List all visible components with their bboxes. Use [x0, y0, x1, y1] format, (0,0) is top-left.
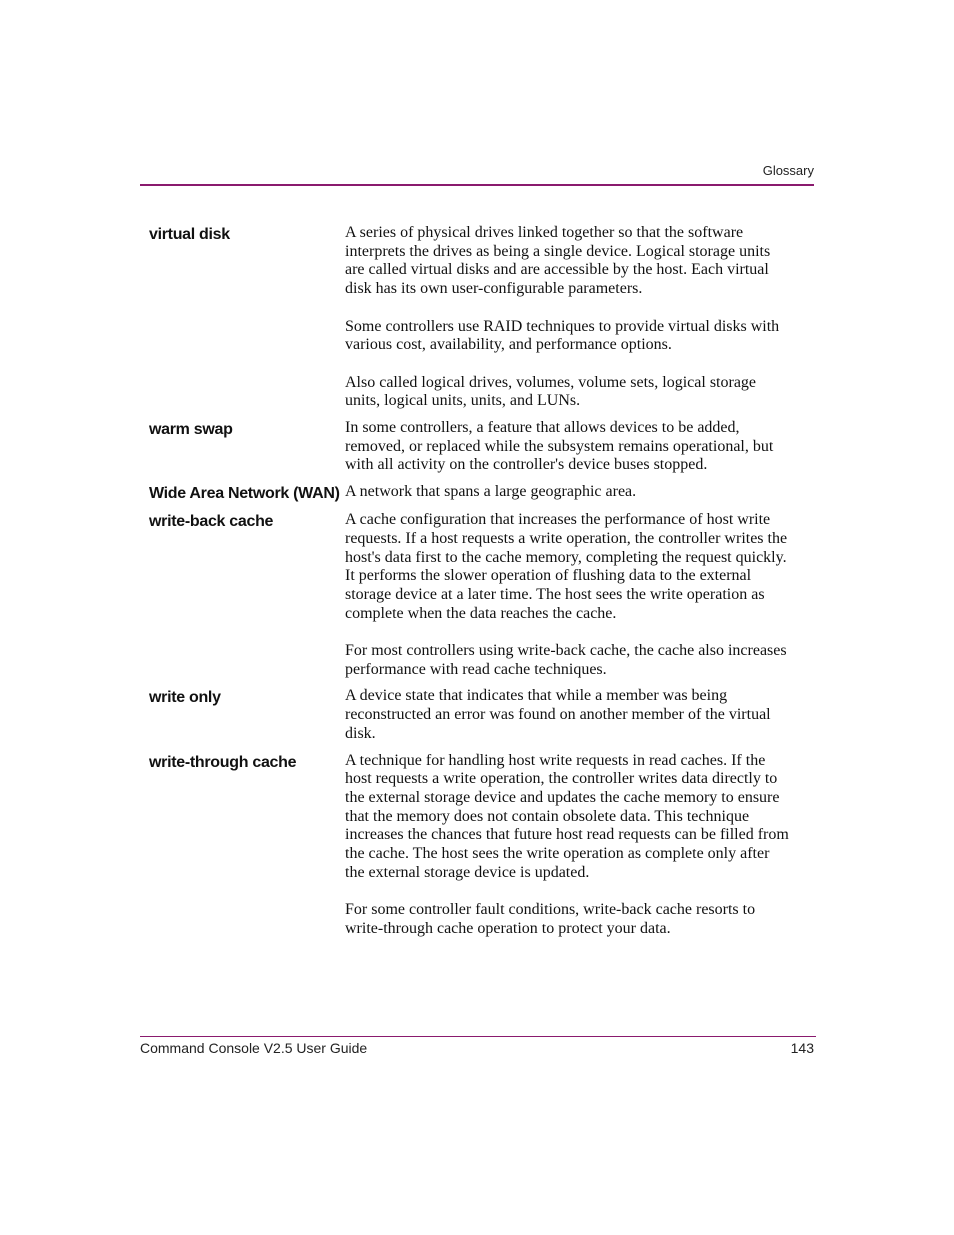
glossary-definition	[345, 511, 789, 679]
glossary-term: warm swap	[149, 421, 233, 438]
glossary-term: write-back cache	[149, 513, 274, 531]
running-header: Glossary	[762, 163, 814, 178]
glossary-definition	[345, 419, 789, 475]
glossary-definition	[345, 224, 789, 411]
page-number: 143	[790, 1040, 814, 1056]
glossary-entry	[149, 419, 789, 475]
glossary-term: virtual disk	[149, 226, 230, 243]
definition-paragraph: A series of physical drives linked together so that the software interprets the drives as being a single device. Logical storage units are called virtual disks and are accessible by the host. Each virtual disk has its own user-configurable parameters.	[345, 224, 771, 298]
glossary-term: write only	[149, 689, 221, 707]
glossary-list	[149, 224, 789, 939]
glossary-entry	[149, 224, 789, 411]
definition-paragraph: A cache configuration that increases the performance of host write requests. If a host requests a write operation, the controller writes the host's data first to the cache memory, completing the request quickly. It performs the slower operation of flushing data to the external storage device at a later time. The host sees the write operation as complete when the data reaches the cache.	[345, 511, 788, 622]
footer-document-title: Command Console V2.5 User Guide	[140, 1040, 368, 1056]
definition-paragraph: Some controllers use RAID techniques to provide virtual disks with various cost, availability, and performance options.	[345, 317, 780, 354]
glossary-term: write-through cache	[149, 753, 297, 771]
glossary-entry	[149, 687, 789, 743]
definition-paragraph: A technique for handling host write requests in read caches. If the host requests a write operation, the controller writes data directly to the external storage device and updates the cache memory to ensure that the memory does not contain obsolete data. This technique increases the chances that future host read requests can be filled from the cache. The host sees the write operation as complete only after the external storage device is updated.	[345, 751, 789, 881]
glossary-term: Wide Area Network (WAN)	[149, 485, 340, 503]
definition-paragraph: A network that spans a large geographic area.	[345, 483, 637, 501]
header-rule	[140, 184, 814, 186]
glossary-entry	[149, 511, 789, 679]
glossary-definition	[345, 752, 789, 939]
definition-paragraph: Also called logical drives, volumes, volume sets, logical storage units, logical units, units, and LUNs.	[345, 373, 757, 410]
definition-paragraph: A device state that indicates that while a member was being reconstructed an error was found on another member of the virtual disk.	[345, 687, 771, 742]
glossary-entry	[149, 752, 789, 939]
definition-paragraph: For some controller fault conditions, write-back cache resorts to write-through cache operation to protect your data.	[345, 901, 756, 937]
footer-rule	[140, 1036, 816, 1037]
glossary-definition	[345, 687, 789, 743]
definition-paragraph: For most controllers using write-back cache, the cache also increases performance with read cache techniques.	[345, 642, 787, 678]
glossary-definition	[345, 483, 789, 503]
definition-paragraph: In some controllers, a feature that allows devices to be added, removed, or replaced while the subsystem remains operational, but with all activity on the controller's device buses stopped.	[345, 419, 774, 474]
glossary-entry	[149, 483, 789, 503]
